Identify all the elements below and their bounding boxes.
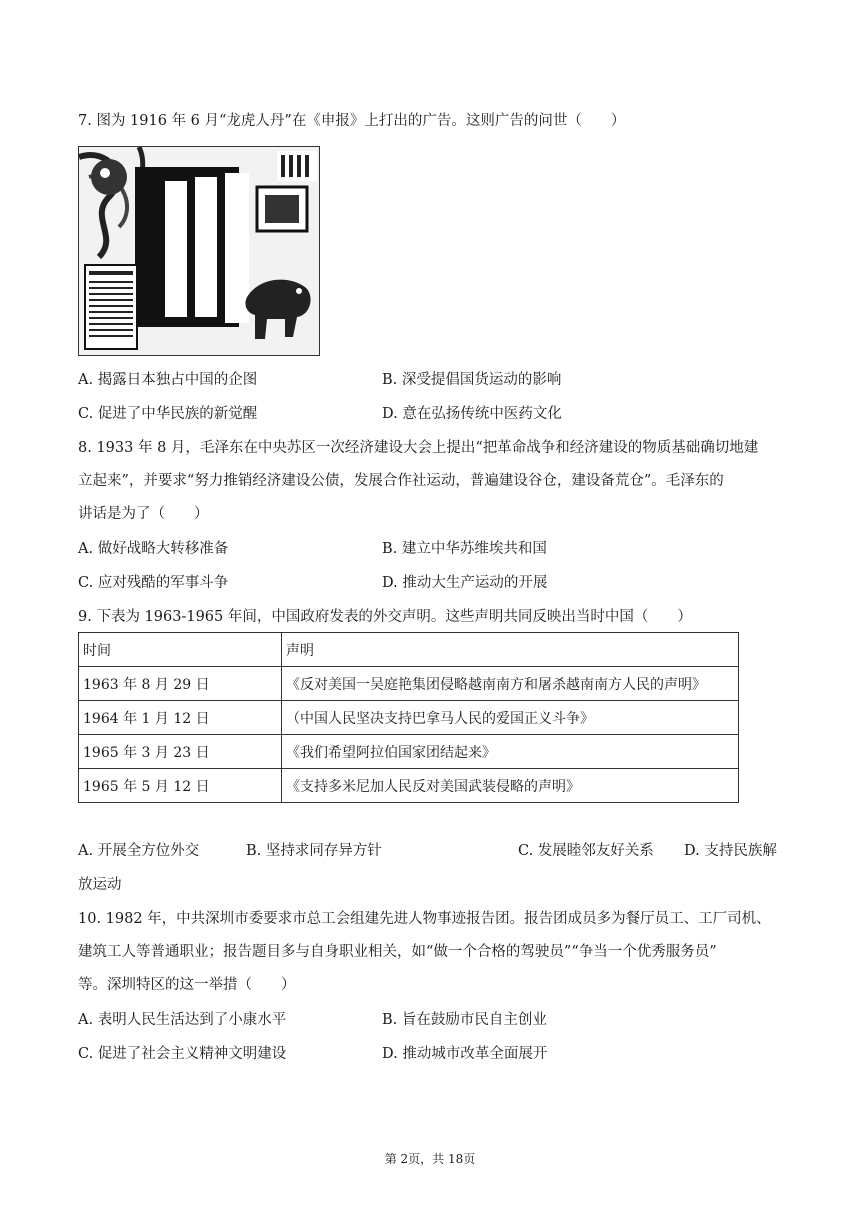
table-cell-date: 1964 年 1 月 12 日	[79, 701, 282, 735]
q8-stem-line1: 8. 1933 年 8 月，毛泽东在中央苏区一次经济建设大会上提出“把革命战争和经济建设的物质基础确切地建	[78, 440, 759, 456]
q8-stem-line3: 讲话是为了（ ）	[78, 506, 209, 522]
table-cell-statement: 《支持多米尼加人民反对美国武装侵略的声明》	[282, 769, 739, 803]
q10-option-a: A. 表明人民生活达到了小康水平	[78, 1012, 287, 1028]
q9-option-d: D. 支持民族解	[684, 843, 777, 859]
q10-option-b: B. 旨在鼓励市民自主创业	[382, 1012, 547, 1028]
q8-option-b: B. 建立中华苏维埃共和国	[382, 541, 547, 557]
table-row	[79, 667, 739, 701]
q9-option-c: C. 发展睦邻友好关系	[518, 843, 654, 859]
table-header-row	[79, 633, 739, 667]
page-footer: 第 2页，共 18页	[384, 1152, 476, 1166]
table-cell-statement: 《反对美国一吴庭艳集团侵略越南南方和屠杀越南南方人民的声明》	[282, 667, 739, 701]
q10-option-c: C. 促进了社会主义精神文明建设	[78, 1046, 287, 1062]
q9-option-a: A. 开展全方位外交	[78, 843, 200, 859]
table-cell-statement: （中国人民坚决支持巴拿马人民的爱国正义斗争》	[282, 701, 739, 735]
q7-option-a: A. 揭露日本独占中国的企图	[78, 372, 258, 388]
q7-option-b: B. 深受提倡国货运动的影响	[382, 372, 562, 388]
table-row	[79, 735, 739, 769]
table-cell-date: 1965 年 3 月 23 日	[79, 735, 282, 769]
q7-stem: 7. 图为 1916 年 6 月“龙虎人丹”在《申报》上打出的广告。这则广告的问世（ ）	[78, 113, 626, 129]
table-row	[79, 701, 739, 735]
table-header-time: 时间	[79, 633, 282, 667]
table-cell-statement: 《我们希望阿拉伯国家团结起来》	[282, 735, 739, 769]
q10-option-d: D. 推动城市改革全面展开	[382, 1046, 548, 1062]
table-row	[79, 769, 739, 803]
q10-stem-line2: 建筑工人等普通职业；报告题目多与自身职业相关，如“做一个合格的驾驶员”“争当一个优秀服务员”	[78, 944, 717, 960]
q9-option-b: B. 坚持求同存异方针	[246, 843, 382, 859]
q8-stem-line2: 立起来”，并要求“努力推销经济建设公债，发展合作社运动，普遍建设谷仓，建设备荒仓”。毛泽东的	[78, 473, 724, 489]
advertisement-image	[78, 146, 320, 356]
q7-option-c: C. 促进了中华民族的新觉醒	[78, 406, 258, 422]
q8-option-c: C. 应对残酷的军事斗争	[78, 575, 229, 591]
q8-option-d: D. 推动大生产运动的开展	[382, 575, 548, 591]
q9-option-d-continued: 放运动	[78, 877, 122, 893]
q9-stem: 9. 下表为 1963-1965 年间，中国政府发表的外交声明。这些声明共同反映出当时中国（ ）	[78, 609, 692, 625]
q10-stem-line3: 等。深圳特区的这一举措（ ）	[78, 977, 296, 993]
q8-option-a: A. 做好战略大转移准备	[78, 541, 229, 557]
declarations-table	[78, 632, 739, 803]
q7-option-d: D. 意在弘扬传统中医药文化	[382, 406, 562, 422]
table-cell-date: 1963 年 8 月 29 日	[79, 667, 282, 701]
table-header-statement: 声明	[282, 633, 739, 667]
q10-stem-line1: 10. 1982 年，中共深圳市委要求市总工会组建先进人物事迹报告团。报告团成员多为餐厅员工、工厂司机、	[78, 911, 771, 927]
advertisement-illustration	[79, 147, 319, 355]
table-cell-date: 1965 年 5 月 12 日	[79, 769, 282, 803]
